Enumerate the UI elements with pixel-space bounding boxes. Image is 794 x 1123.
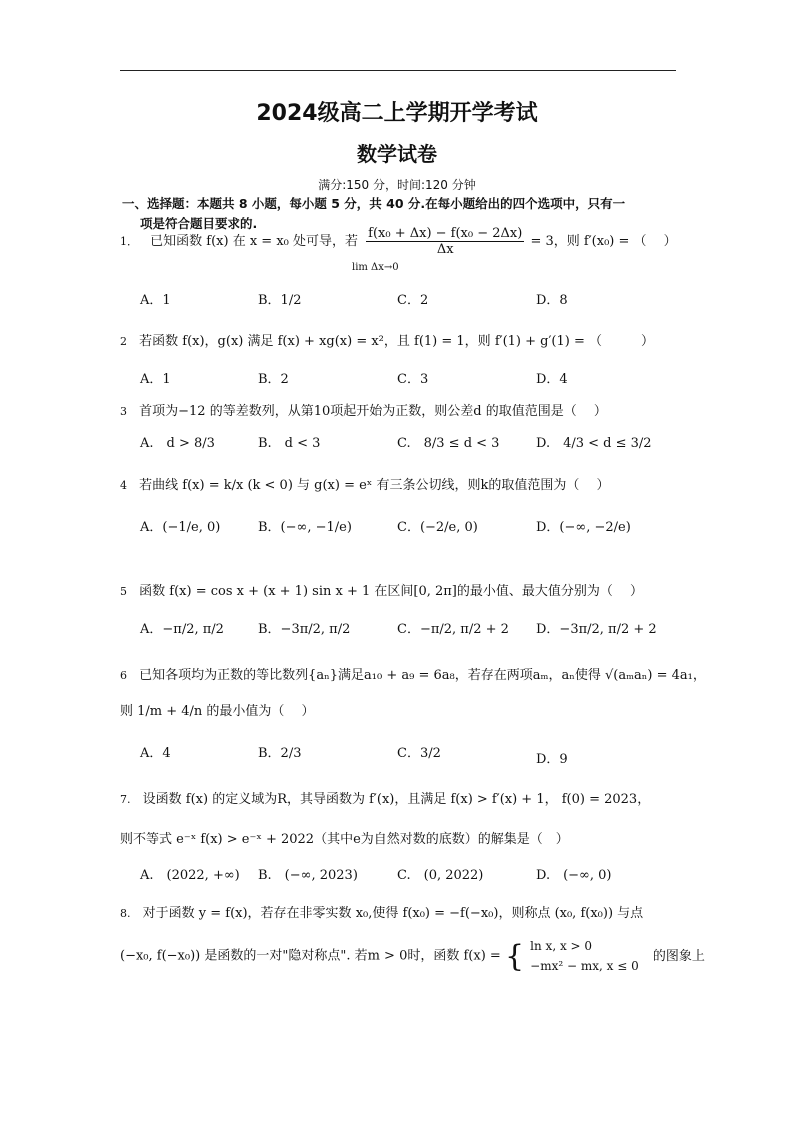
question-2	[120, 330, 654, 349]
option-d[interactable]: D．−3π/2, π/2 + 2	[536, 622, 657, 637]
question-number: 4	[120, 479, 127, 492]
option-b[interactable]: B．2	[258, 372, 289, 387]
piecewise-cases	[530, 936, 639, 976]
exam-subtitle: 数学试卷	[357, 142, 437, 166]
question-text: 若函数 f(x)，g(x) 满足 f(x) + xg(x) = x²，且 f(1) = 1，则 f′(1) + g′(1) = （ ）	[139, 334, 654, 349]
option-b[interactable]: B. d < 3	[258, 436, 321, 451]
question-text: (−x₀, f(−x₀)) 是函数的一对"隐对称点". 若m > 0时，函数 f(x) =	[120, 948, 501, 964]
question-text: 对于函数 y = f(x)，若存在非零实数 x₀,使得 f(x₀) = −f(−x₀)，则称点 (x₀, f(x₀)) 与点	[142, 906, 644, 921]
option-a[interactable]: A．1	[140, 372, 171, 387]
question-number: 1．	[120, 235, 138, 248]
option-c[interactable]: C．3	[397, 372, 429, 387]
option-d[interactable]: D. (−∞, 0)	[536, 868, 612, 883]
piecewise-case-2: −mx² − mx, x ≤ 0	[530, 959, 639, 973]
option-b[interactable]: B．−3π/2, π/2	[258, 622, 351, 637]
option-b[interactable]: B．1/2	[258, 293, 302, 308]
option-a[interactable]: A. d > 8/3	[140, 436, 215, 451]
option-b[interactable]: B．(−∞, −1/e)	[258, 520, 352, 535]
question-text: 若曲线 f(x) = k/x (k < 0) 与 g(x) = eˣ 有三条公切线，则k的取值范围为（ ）	[139, 478, 610, 493]
question-7-line-2: 则不等式 e⁻ˣ f(x) > e⁻ˣ + 2022（其中e为自然对数的底数）的解集是（ ）	[120, 832, 569, 847]
question-3	[120, 400, 607, 419]
option-c[interactable]: C．3/2	[397, 746, 441, 761]
option-a[interactable]: A．(−1/e, 0)	[140, 520, 221, 535]
question-8-line-2	[120, 936, 705, 976]
question-text-post: = 3，则 f′(x₀) = （ ）	[530, 234, 677, 249]
question-number: 8.	[120, 907, 131, 920]
question-number: 2	[120, 335, 127, 348]
question-text-end: 的图象上	[652, 948, 705, 964]
question-text: 首项为−12 的等差数列，从第10项起开始为正数，则公差d 的取值范围是（ ）	[139, 404, 607, 419]
question-7	[120, 788, 650, 807]
option-c[interactable]: C. 8/3 ≤ d < 3	[397, 436, 500, 451]
option-a[interactable]: A．4	[140, 746, 171, 761]
option-c[interactable]: C. (0, 2022)	[397, 868, 484, 883]
option-a[interactable]: A. (2022, +∞)	[140, 868, 240, 883]
option-d[interactable]: D．(−∞, −2/e)	[536, 520, 631, 535]
section-line-1: 一、选择题：本题共 8 小题，每小题 5 分，共 40 分.在每小题给出的四个选项中，只有一	[122, 196, 626, 211]
option-c[interactable]: C．−π/2, π/2 + 2	[397, 622, 509, 637]
piecewise-case-1: ln x, x > 0	[530, 939, 593, 953]
question-1	[120, 226, 677, 273]
section-line-2: 项是符合题目要求的.	[140, 216, 258, 231]
question-text: 函数 f(x) = cos x + (x + 1) sin x + 1 在区间[0, 2π]的最小值、最大值分别为（ ）	[139, 584, 644, 599]
option-b[interactable]: B. (−∞, 2023)	[258, 868, 358, 883]
fraction-numerator: f(x₀ + Δx) − f(x₀ − 2Δx)	[368, 226, 523, 241]
question-4	[120, 474, 609, 493]
question-number: 5	[120, 585, 127, 598]
option-b[interactable]: B．2/3	[258, 746, 302, 761]
option-c[interactable]: C．(−2/e, 0)	[397, 520, 478, 535]
brace-symbol: {	[504, 938, 525, 974]
question-6-line-2: 则 1/m + 4/n 的最小值为（ ）	[120, 704, 315, 719]
exam-title: 2024级高二上学期开学考试	[256, 101, 538, 126]
option-d[interactable]: D. 4/3 < d ≤ 3/2	[536, 436, 652, 451]
option-d[interactable]: D．8	[536, 293, 568, 308]
question-text: 已知函数 f(x) 在 x = x₀ 处可导，若	[150, 234, 358, 249]
option-c[interactable]: C．2	[397, 293, 429, 308]
header-rule	[120, 70, 676, 71]
question-8	[120, 902, 643, 921]
question-number: 3	[120, 405, 127, 418]
option-d[interactable]: D．9	[536, 752, 568, 767]
question-5	[120, 580, 643, 599]
option-d[interactable]: D．4	[536, 372, 568, 387]
question-text: 设函数 f(x) 的定义域为R，其导函数为 f′(x)，且满足 f(x) > f′(x) + 1， f(0) = 2023，	[142, 792, 651, 807]
option-a[interactable]: A．1	[140, 293, 171, 308]
question-6	[120, 664, 706, 683]
option-a[interactable]: A．−π/2, π/2	[140, 622, 224, 637]
limit-label: lim Δx→0	[352, 262, 399, 273]
question-number: 6	[120, 669, 127, 682]
score-time: 满分:150 分，时间:120 分钟	[318, 178, 476, 192]
limit-fraction	[366, 226, 524, 257]
fraction-denominator: Δx	[436, 242, 454, 257]
question-text: 已知各项均为正数的等比数列{aₙ}满足a₁₀ + a₉ = 6a₈，若存在两项aₘ，aₙ使得 √(aₘaₙ) = 4a₁，	[139, 668, 706, 683]
question-number: 7.	[120, 793, 131, 806]
